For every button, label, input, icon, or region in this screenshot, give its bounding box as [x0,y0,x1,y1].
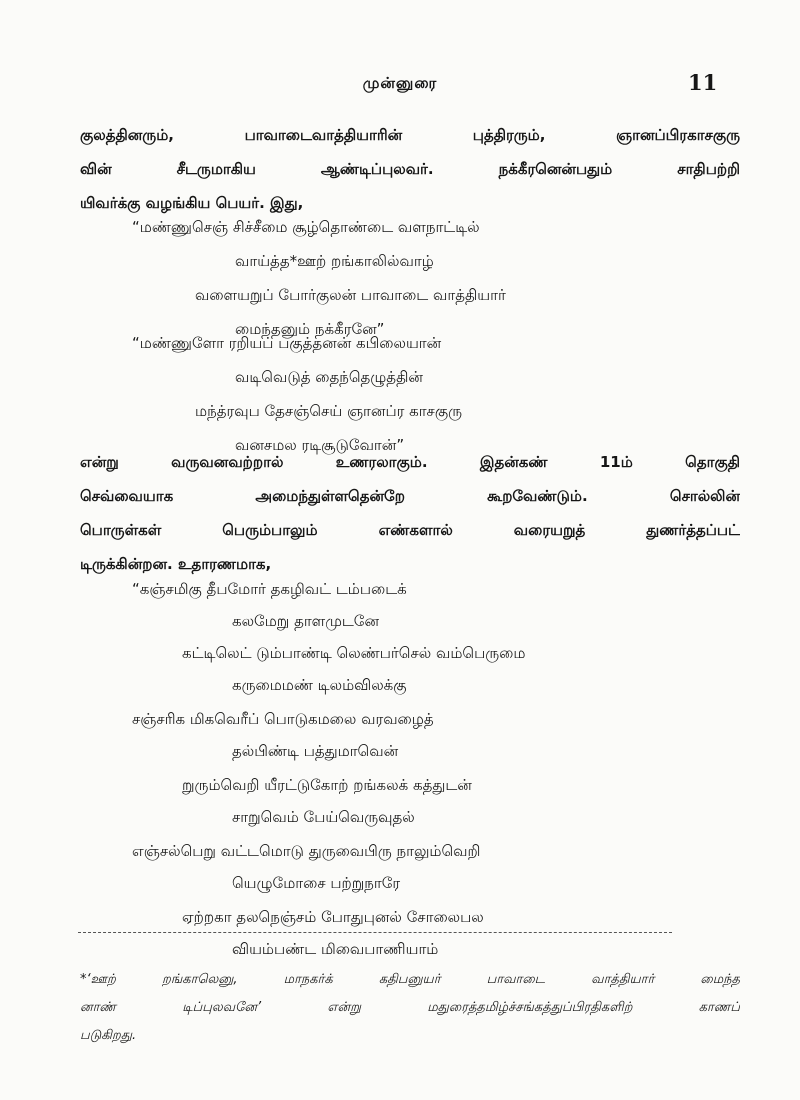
verse-line: கட்டிலெட் டும்பாண்டி லெண்பர்செல் வம்பெருமை [182,644,526,662]
verse-line: மைந்தனும் நக்கீரனே” [235,320,385,338]
verse-line: வடிவெடுத் தைந்தெழுத்தின் [235,368,423,386]
paragraph-line: குலத்தினரும், பாவாடைவாத்தியாரின் புத்திரரும், ஞானப்பிரகாசகுரு [80,126,740,144]
paragraph-line: டிருக்கின்றன. உதாரணமாக, [80,555,272,573]
verse-line: வாய்த்த*ஊற் றங்காலில்வாழ் [235,252,434,270]
running-header: முன்னுரை [362,74,438,92]
verse-line: “மண்ணுசெஞ் சிச்சீமை சூழ்தொண்டை வளநாட்டில் [132,218,480,236]
verse-line: ஏற்றகா தலநெஞ்சம் போதுபுனல் சோலைபல [182,908,484,926]
paragraph-line: வின் சீடருமாகிய ஆண்டிப்புலவர். நக்கீரனென்பதும் சாதிபற்றி [80,160,740,178]
paragraph-line: பொருள்கள் பெரும்பாலும் எண்களால் வரையறுத் துணர்த்தப்பட் [80,521,740,539]
paragraph-line: யிவர்க்கு வழங்கிய பெயர். இது, [80,194,304,212]
footnote-line: *‘ஊற் றங்காலெனு, மாநகர்க் கதிபனுயர் பாவாடை வாத்தியார் மைந்த [80,972,740,987]
paragraph-line: என்று வருவனவற்றால் உணரலாகும். இதன்கண் 11ம் தொகுதி [80,453,740,471]
verse-line: தல்பிண்டி பத்துமாவென் [232,742,399,760]
verse-line: மந்த்ரவுப தேசஞ்செய் ஞானப்ர காசகுரு [195,402,463,420]
verse-line: யெழுமோசை பற்றுநாரே [232,874,401,892]
footnote [80,966,740,1050]
page-number: 11 [688,70,718,95]
verse-line: “கஞ்சமிகு தீபமோர் தகழிவட் டம்படைக் [132,580,407,598]
verse-line: “மண்ணுளோ ரறியப் பகுத்தனன் கபிலையான் [132,334,442,352]
verse-line: வளையறுப் போர்குலன் பாவாடை வாத்தியார் [195,286,506,304]
verse-line: சஞ்சரிக மிகவெரீப் பொடுகமலை வரவழைத் [132,710,434,728]
verse-line: கருமைமண் டிலம்விலக்கு [232,676,407,694]
verse-line: சாறுவெம் பேய்வெருவுதல் [232,808,415,826]
paragraph-intro [80,118,740,220]
footnote-divider [78,932,672,933]
footnote-line: னாண் டிப்புலவனே’ என்று மதுரைத்தமிழ்ச்சங்கத்துப்பிரதிகளிற் காணப் [80,1000,740,1015]
verse-line: வனசமல ரடிசூடுவோன்” [235,436,405,454]
footnote-line: படுகிறது. [80,1028,137,1043]
paragraph-line: செவ்வையாக அமைந்துள்ளதென்றே கூறவேண்டும். சொல்லின் [80,487,740,505]
paragraph-explanation [80,445,740,581]
verse-line: வியம்பண்ட மிவைபாணியாம் [232,940,439,958]
verse-line: கலமேறு தாளமுடனே [232,612,380,630]
verse-line: றுரும்வெறி யீரட்டுகோற் றங்கலக் கத்துடன் [182,776,472,794]
verse-line: எஞ்சல்பெறு வட்டமொடு துருவைபிரு நாலும்வெறி [132,842,481,860]
